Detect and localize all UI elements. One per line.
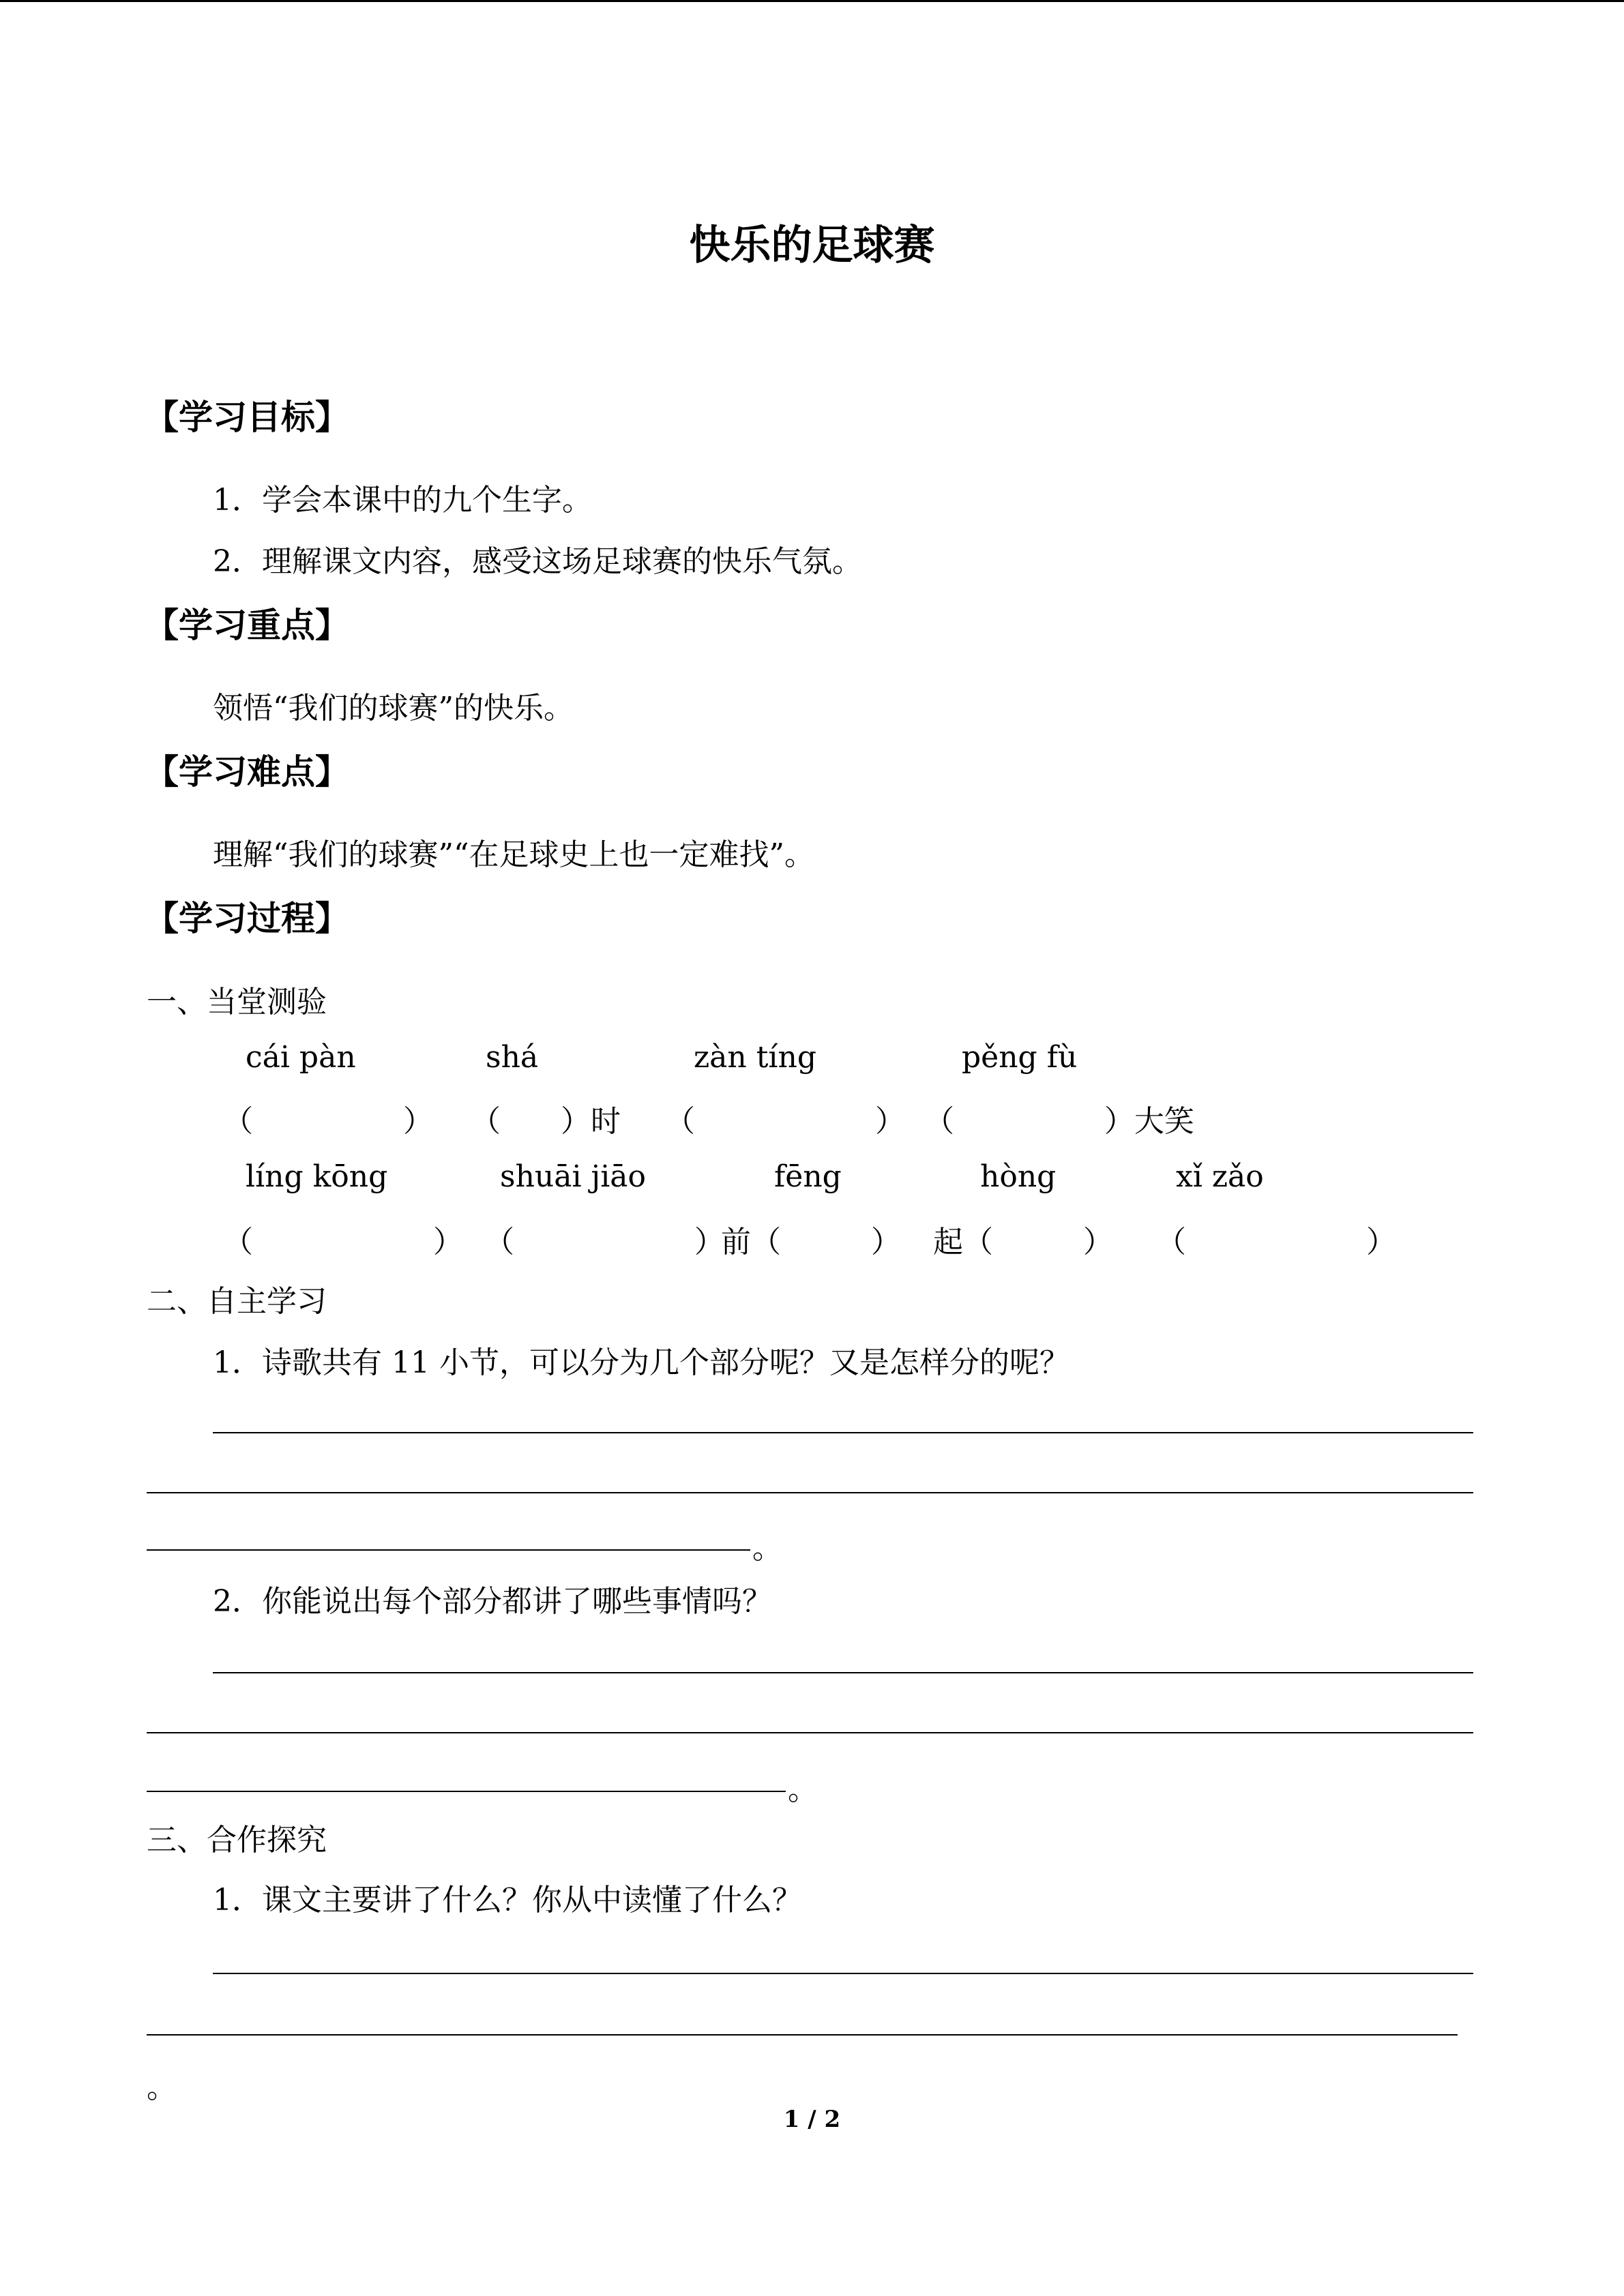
pinyin-feng: fēng (774, 1159, 842, 1194)
self-study-label: 二、自主学习 (147, 1284, 327, 1319)
answer-line[interactable] (147, 1492, 1473, 1493)
blank-shuai-jiao[interactable]: （ ） (484, 1225, 724, 1259)
pinyin-shuai-jiao: shuāi jiāo (500, 1159, 646, 1194)
pinyin-hong: hòng (980, 1159, 1057, 1194)
pinyin-xi-zao: xǐ zǎo (1176, 1159, 1264, 1194)
key-points-text: 领悟“我们的球赛”的快乐。 (213, 691, 574, 726)
difficulties-text: 理解“我们的球赛”“在足球史上也一定难找”。 (213, 837, 814, 872)
answer-line[interactable] (147, 1791, 786, 1792)
pinyin-zan-ting: zàn tíng (694, 1040, 816, 1075)
heading-difficulties: 【学习难点】 (145, 751, 349, 792)
blank-xi-zao[interactable]: （ ） (1156, 1225, 1396, 1259)
goal-item-1: 1．学会本课中的九个生字。 (213, 483, 592, 518)
self-study-question-2: 2．你能说出每个部分都讲了哪些事情吗？ (213, 1584, 772, 1619)
answer-line[interactable] (213, 1973, 1473, 1974)
cooperation-question-1: 1．课文主要讲了什么？你从中读懂了什么？ (213, 1883, 802, 1918)
answer-line[interactable] (147, 1732, 1473, 1733)
page-number: 1 / 2 (783, 2106, 841, 2133)
blank-ling-kong[interactable]: （ ） (223, 1225, 463, 1259)
answer-period: 。 (147, 2070, 177, 2105)
cooperation-label: 三、合作探究 (147, 1823, 327, 1858)
pinyin-cai-pan: cái pàn (246, 1040, 356, 1075)
blank-zan-ting[interactable]: （ ） (665, 1104, 905, 1139)
goal-item-2: 2．理解课文内容，感受这场足球赛的快乐气氛。 (213, 544, 862, 579)
answer-period: 。 (752, 1531, 782, 1566)
pinyin-sha: shá (486, 1040, 539, 1075)
blank-hong[interactable]: 起（ ） (933, 1225, 1113, 1259)
blank-peng-fu[interactable]: （ ）大笑 (924, 1104, 1194, 1139)
blank-feng[interactable]: 前（ ） (721, 1225, 901, 1259)
answer-line[interactable] (147, 1549, 750, 1551)
heading-goals: 【学习目标】 (145, 397, 349, 437)
page-top-border (0, 0, 1624, 2)
heading-key-points: 【学习重点】 (145, 605, 349, 645)
answer-period: 。 (788, 1772, 818, 1807)
answer-line[interactable] (147, 2034, 1458, 2036)
self-study-question-1: 1．诗歌共有 11 小节，可以分为几个部分呢？又是怎样分的呢？ (213, 1345, 1069, 1380)
blank-cai-pan[interactable]: （ ） (223, 1104, 433, 1139)
pinyin-ling-kong: líng kōng (246, 1159, 388, 1194)
quiz-label: 一、当堂测验 (147, 985, 327, 1019)
pinyin-peng-fu: pěng fù (962, 1040, 1078, 1075)
blank-sha[interactable]: （ ）时 (471, 1104, 621, 1139)
page-title: 快乐的足球赛 (689, 222, 935, 269)
answer-line[interactable] (213, 1432, 1473, 1433)
heading-process: 【学习过程】 (145, 898, 349, 938)
answer-line[interactable] (213, 1672, 1473, 1673)
